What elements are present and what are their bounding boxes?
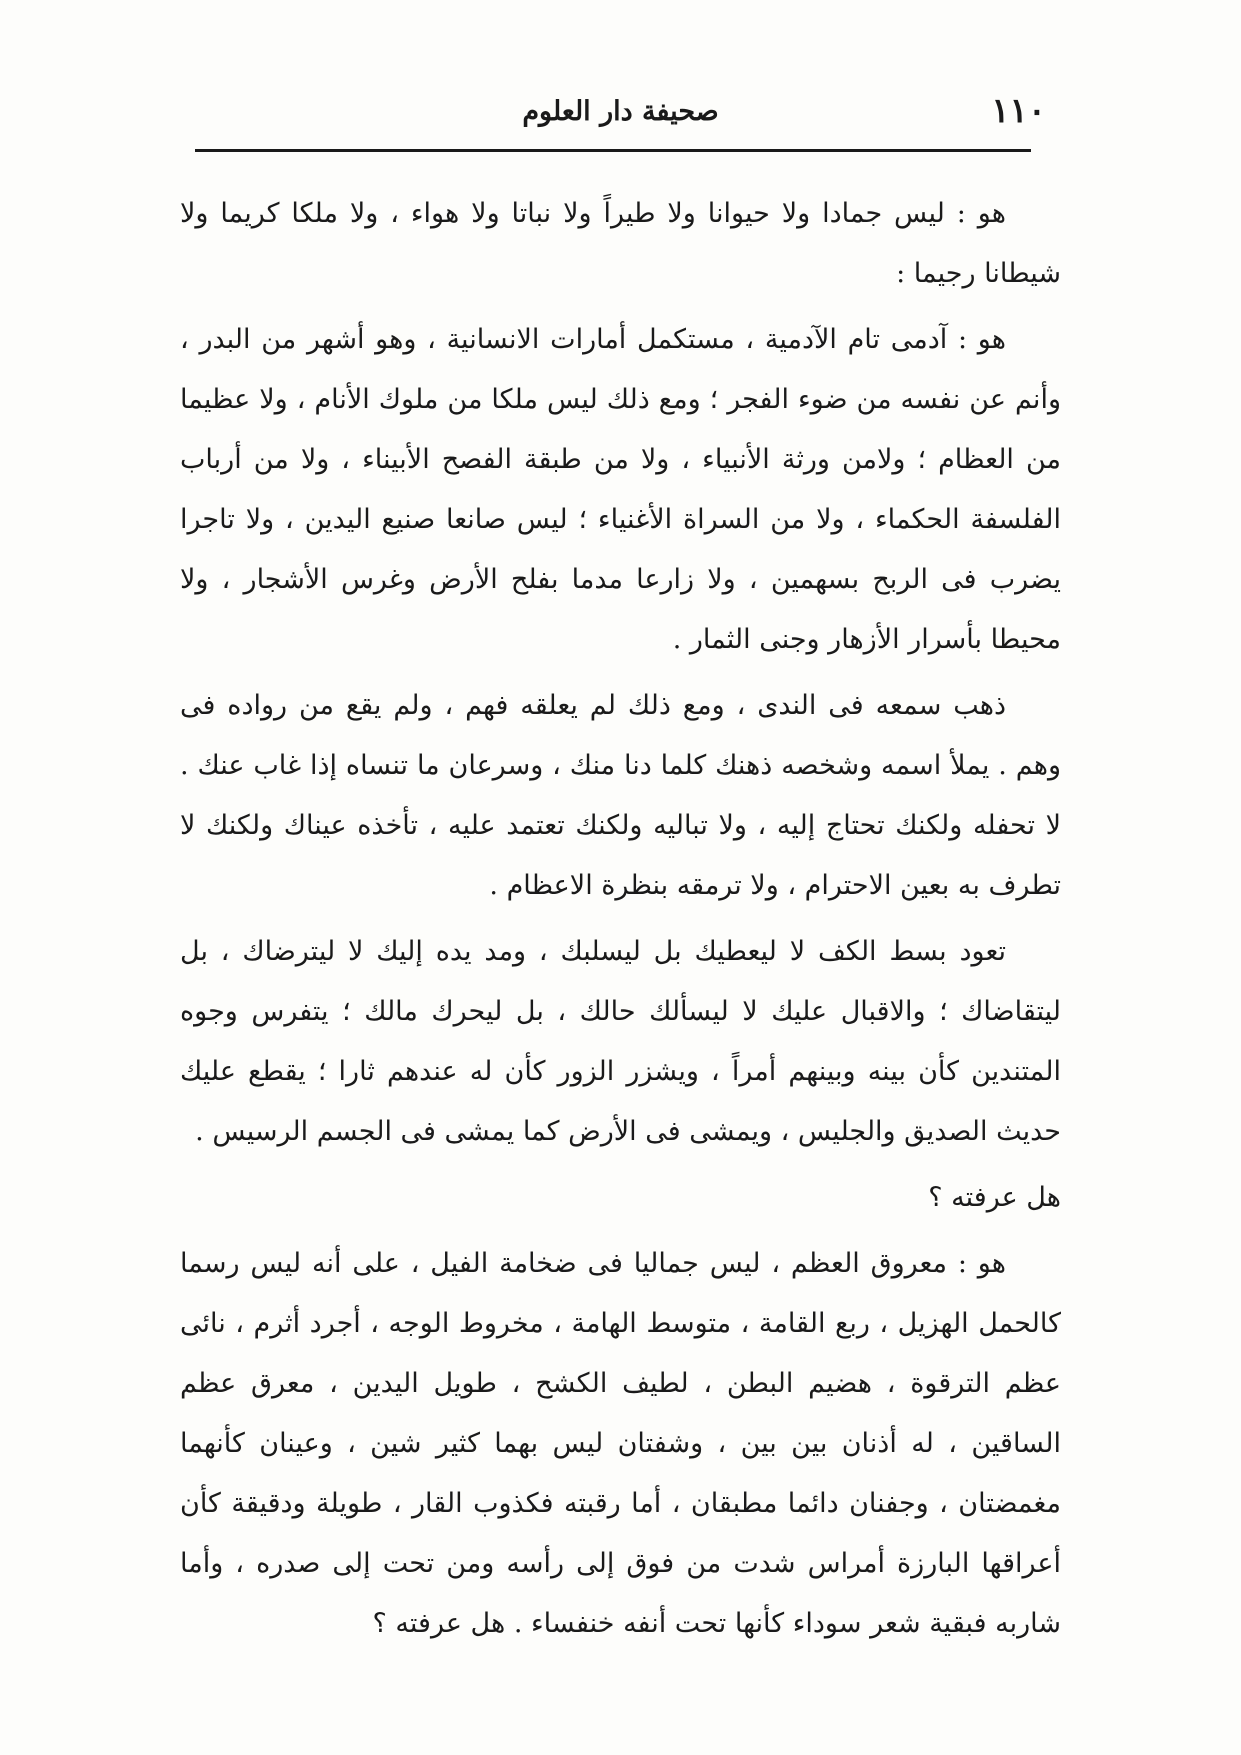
paragraph: هو : معروق العظم ، ليس جماليا فى ضخامة الفيل ، على أنه ليس رسما كالحمل الهزيل ، ربع القامة ، متوسط الهامة ، مخروط الوجه ، أجرد أثرم ، نائى عظم الترقوة ، هضيم البطن ، لطيف الكشح ، طويل اليدين ، معرق عظم الساقين ، له أذنان بين بين ، وشفتان ليس بهما كثير شين ، وعينان كأنهما مغمضتان ، وجفنان دائما مطبقان ، أما رقبته فكذوب القار ، طويلة ودقيقة كأن أعراقها البارزة أمراس شدت من فوق إلى رأسه ومن تحت إلى صدره ، وأما شاربه فبقية شعر سوداء كأنها تحت أنفه خنفساء . هل عرفته ؟ — [180, 1248, 1061, 1639]
paragraph: تعود بسط الكف لا ليعطيك بل ليسلبك ، ومد يده إليك لا ليترضاك ، بل ليتقاضاك ؛ والاقبال عليك لا ليسألك حالك ، بل ليحرك مالك ؛ يتفرس وجوه المتندين كأن بينه وبينهم أمراً ، ويشزر الزور كأن له عندهم ثارا ؛ يقطع عليك حديث الصديق والجليس ، ويمشى فى الأرض كما يمشى فى الجسم الرسيس . — [180, 936, 1061, 1147]
page-number: ١١٠ — [991, 91, 1046, 131]
page-header — [195, 78, 1046, 144]
paragraph: هو : آدمى تام الآدمية ، مستكمل أمارات الانسانية ، وهو أشهر من البدر ، وأنم عن نفسه من ضوء الفجر ؛ ومع ذلك ليس ملكا من ملوك الأنام ، ولا عظيما من العظام ؛ ولامن ورثة الأنبياء ، ولا من طبقة الفصح الأبيناء ، ولا من أرباب الفلسفة الحكماء ، ولا من السراة الأغنياء ؛ ليس صانعا صنيع اليدين ، ولا تاجرا يضرب فى الربح بسهمين ، ولا زارعا مدما بفلح الأرض وغرس الأشجار ، ولا محيطا بأسرار الأزهار وجنى الثمار . — [180, 324, 1061, 655]
paragraph: هو : ليس جمادا ولا حيوانا ولا طيراً ولا نباتا ولا هواء ، ولا ملكا كريما ولا شيطانا رجيما : — [180, 198, 1061, 289]
paragraph: ذهب سمعه فى الندى ، ومع ذلك لم يعلقه فهم ، ولم يقع من رواده فى وهم . يملأ اسمه وشخصه ذهنك كلما دنا منك ، وسرعان ما تنساه إذا غاب عنك . لا تحفله ولكنك تحتاج إليه ، ولا تباليه ولكنك تعتمد عليه ، تأخذه عيناك ولكنك لا تطرف به بعين الاحترام ، ولا ترمقه بنظرة الاعظام . — [180, 690, 1061, 901]
header-divider — [195, 149, 1031, 152]
page-body — [180, 184, 1061, 1660]
paragraph-question: هل عرفته ؟ — [928, 1182, 1061, 1213]
running-title: صحيفة دار العلوم — [522, 96, 719, 127]
